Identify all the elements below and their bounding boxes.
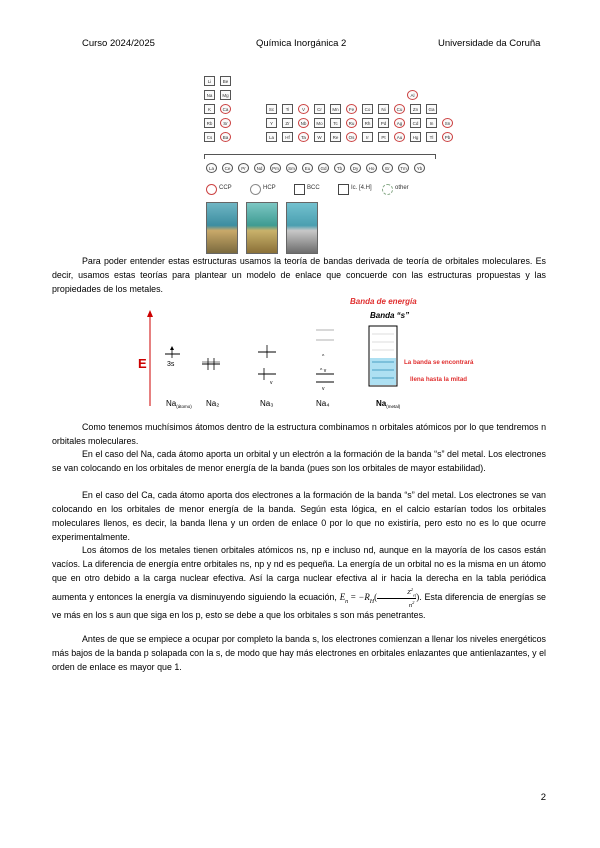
element-cell-al: Al xyxy=(407,90,418,100)
lanthanide-cell-tb: Tb xyxy=(334,163,345,173)
legend-marker-4 xyxy=(382,184,393,195)
element-cell-ru: Ru xyxy=(346,118,357,128)
page-number: 2 xyxy=(540,792,546,803)
lanthanide-cell-er: Er xyxy=(382,163,393,173)
element-cell-na: Na xyxy=(204,90,215,100)
lanthanide-cell-sm: Sm xyxy=(286,163,297,173)
element-cell-ba: Ba xyxy=(220,132,231,142)
paragraph-band-p: Antes de que se empiece a ocupar por completo la banda s, los electrones comienzan a llenar los niveles energéticos más bajos de la banda p solapada con la s, de modo que hay más electrones en orbitales enlazantes que antienlazantes, y el orden de enlace es mayor que 1. xyxy=(52,634,546,672)
element-cell-ti: Ti xyxy=(282,104,293,114)
element-cell-cs: Cs xyxy=(204,132,215,142)
paragraph-orbitals: Como tenemos muchísimos átomos dentro de la estructura combinamos n orbitales atómicos por lo que tendremos n orbitales moleculares. xyxy=(52,422,546,446)
paragraph-metals xyxy=(52,544,546,623)
species-label-metal: $Na_{(metal)}$ xyxy=(376,399,401,409)
svg-text:v: v xyxy=(322,386,325,392)
band-title-black: Banda “s” xyxy=(370,311,410,320)
element-cell-re: Re xyxy=(330,132,341,142)
element-cell-rh: Rh xyxy=(362,118,373,128)
paragraph-ca: En el caso del Ca, cada átomo aporta dos electrones a la formación de la banda “s” del metal. Los electrones se van colocando en los orbitales de menor energía de la banda. Según esta lógica, en el calcio estarían todos los orbitales moleculares llenos, es decir, la banda llena y un orden de enlace 0 por lo que no existiría, pero esto no es lo que ocurre experimentalmente. xyxy=(52,490,546,542)
legend-label-2: BCC xyxy=(307,185,320,191)
svg-text:v: v xyxy=(270,380,273,386)
svg-text:^: ^ xyxy=(322,354,325,360)
legend-label-0: CCP xyxy=(219,185,232,191)
species-label-atom: $Na_{(átomo)}$ xyxy=(166,399,192,409)
crystal-structure-image-3 xyxy=(286,202,318,254)
element-cell-li: Li xyxy=(204,76,215,86)
crystal-structure-image-1 xyxy=(206,202,238,254)
lanthanide-cell-la: La xyxy=(206,163,217,173)
element-cell-au: Au xyxy=(394,132,405,142)
element-cell-zr: Zr xyxy=(282,118,293,128)
paragraph-metals-text-b: . Esta diferencia de energías se ve más en los s aun que siga en los p, esto se debe a que los orbitales s son más penetrantes. xyxy=(52,591,546,621)
band-title-red: Banda de energía xyxy=(350,297,417,306)
lanthanide-cell-ho: Ho xyxy=(366,163,377,173)
energy-axis-label: E xyxy=(138,356,147,371)
element-cell-sc: Sc xyxy=(266,104,277,114)
element-cell-sr: Sr xyxy=(220,118,231,128)
element-cell-rb: Rb xyxy=(204,118,215,128)
element-cell-y: Y xyxy=(266,118,277,128)
header-subject: Química Inorgánica 2 xyxy=(256,38,347,49)
lanthanide-bracket xyxy=(204,154,436,159)
element-cell-la: La xyxy=(266,132,277,142)
element-cell-ni: Ni xyxy=(378,104,389,114)
legend-marker-2 xyxy=(294,184,305,195)
element-cell-ir: Ir xyxy=(362,132,373,142)
band-diagram xyxy=(138,296,474,414)
element-cell-w: W xyxy=(314,132,325,142)
element-cell-in: In xyxy=(426,118,437,128)
lanthanide-cell-yb: Yb xyxy=(414,163,425,173)
element-cell-cd: Cd xyxy=(410,118,421,128)
lanthanide-cell-nd: Nd xyxy=(254,163,265,173)
element-cell-cu: Cu xyxy=(394,104,405,114)
species-label-na2: Na₂ xyxy=(206,399,220,408)
element-cell-pd: Pd xyxy=(378,118,389,128)
element-cell-hg: Hg xyxy=(410,132,421,142)
element-cell-pb: Pb xyxy=(442,132,453,142)
paragraph-intro: Para poder entender estas estructuras usamos la teoría de bandas derivada de teoría de orbitales moleculares. Es decir, usamos estas teorías para plantear un modelo de enlace que concuerde con las estructuras propuestas y las propiedades de los metales. xyxy=(52,256,546,294)
element-cell-hf: Hf xyxy=(282,132,293,142)
legend-label-3: Ic. [4.H] xyxy=(351,185,372,191)
crystal-structure-image-2 xyxy=(246,202,278,254)
element-cell-ag: Ag xyxy=(394,118,405,128)
paragraph-na: En el caso del Na, cada átomo aporta un orbital y un electrón a la formación de la banda “s” del metal. Los electrones se van colocando en los orbitales de menor energía de la banda (pues son los orbitales de mayor estabilidad). xyxy=(52,449,546,473)
element-cell-tl: Tl xyxy=(426,132,437,142)
element-cell-cr: Cr xyxy=(314,104,325,114)
legend-label-1: HCP xyxy=(263,185,276,191)
energy-equation: $E_n = -R_H$( $\frac{Z^2_{ef}}{n^2}$ ) xyxy=(339,586,420,610)
lanthanide-cell-ce: Ce xyxy=(222,163,233,173)
element-cell-mg: Mg xyxy=(220,90,231,100)
legend-marker-3 xyxy=(338,184,349,195)
legend-label-4: other xyxy=(395,185,409,191)
element-cell-ga: Ga xyxy=(426,104,437,114)
lanthanide-cell-pm: Pm xyxy=(270,163,281,173)
orbital-3s-label: 3s xyxy=(167,361,175,368)
element-cell-mn: Mn xyxy=(330,104,341,114)
legend-marker-0 xyxy=(206,184,217,195)
element-cell-os: Os xyxy=(346,132,357,142)
element-cell-fe: Fe xyxy=(346,104,357,114)
band-note-line2: llena hasta la mitad xyxy=(410,376,468,383)
element-cell-ca: Ca xyxy=(220,104,231,114)
lanthanide-cell-dy: Dy xyxy=(350,163,361,173)
header-course: Curso 2024/2025 xyxy=(82,38,155,49)
lanthanide-cell-eu: Eu xyxy=(302,163,313,173)
element-cell-ta: Ta xyxy=(298,132,309,142)
species-label-na4: Na₄ xyxy=(316,399,330,408)
element-cell-nb: Nb xyxy=(298,118,309,128)
element-cell-k: K xyxy=(204,104,215,114)
element-cell-v: V xyxy=(298,104,309,114)
lanthanide-cell-gd: Gd xyxy=(318,163,329,173)
band-note-line1: La banda se encontrará xyxy=(404,359,474,366)
element-cell-mo: Mo xyxy=(314,118,325,128)
lanthanide-cell-tm: Tm xyxy=(398,163,409,173)
svg-text:^ v: ^ v xyxy=(320,368,327,374)
element-cell-be: Be xyxy=(220,76,231,86)
legend-marker-1 xyxy=(250,184,261,195)
lanthanide-cell-pr: Pr xyxy=(238,163,249,173)
periodic-table-figure xyxy=(196,72,451,252)
element-cell-sn: Sn xyxy=(442,118,453,128)
element-cell-co: Co xyxy=(362,104,373,114)
species-label-na3: Na₃ xyxy=(260,399,274,408)
element-cell-pt: Pt xyxy=(378,132,389,142)
element-cell-zn: Zn xyxy=(410,104,421,114)
header-university: Universidade da Coruña xyxy=(438,38,541,49)
paragraph-metals-text-a: Los átomos de los metales tienen orbitales atómicos ns, np e incluso nd, aunque en la mayoría de los casos están vacíos. La diferencia de energía entre orbitales ns, np y nd es pequeña. La energía de un orbital no es la misma en un átomo que en otro debido a la carga nuclear efectiva. Así la carga nuclear efectiva al ir hacia la derecha en la tabla periódica aumenta y entonces la energía va disminuyendo siguiendo la ecuación, xyxy=(52,545,546,602)
element-cell-tc: Tc xyxy=(330,118,341,128)
